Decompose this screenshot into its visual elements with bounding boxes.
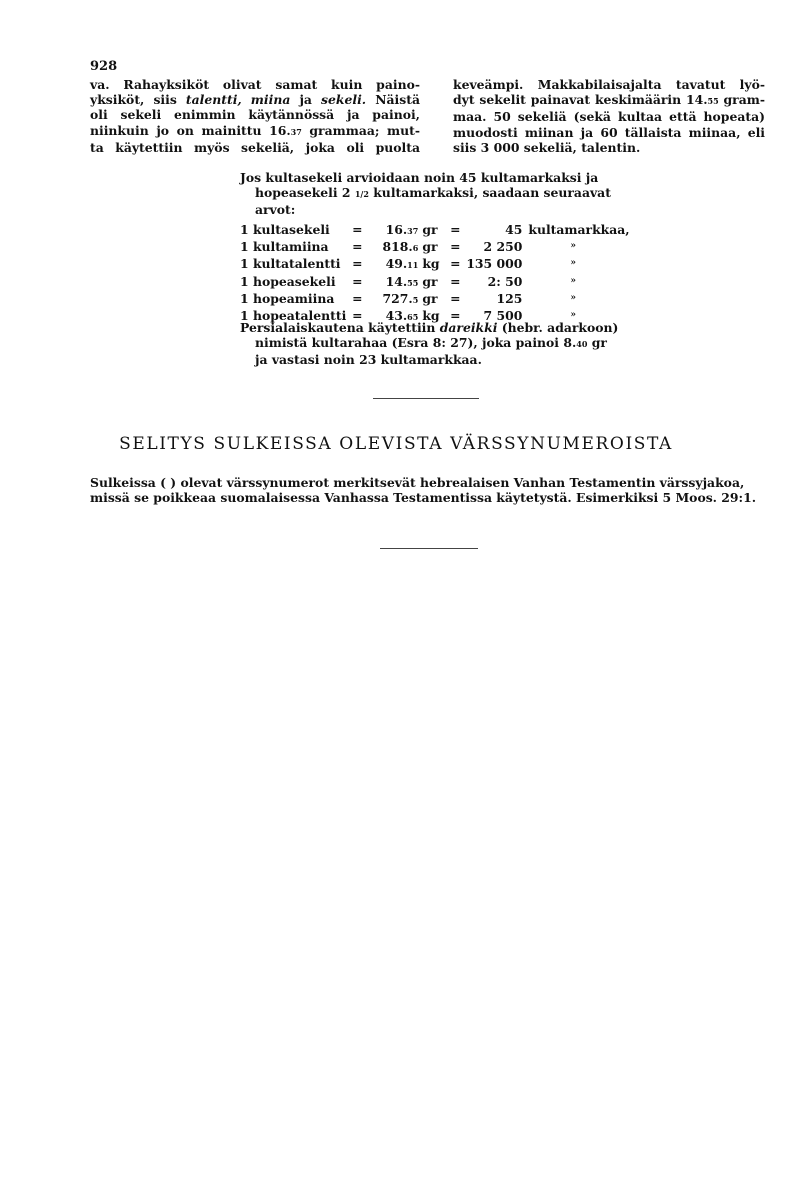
italic-term: talentti, miina — [185, 92, 291, 108]
text-line: Jos kultasekeli arvioidaan noin 45 kultamarkaksi ja — [240, 170, 599, 185]
weight-unit: gr — [422, 239, 438, 255]
text-line: maa. 50 sekeliä (sekä kultaa että hopeata) — [453, 109, 765, 125]
amount-value: 135 000 — [466, 256, 523, 272]
amount-value: 2 250 — [483, 239, 523, 255]
left-column-text — [90, 77, 420, 155]
text-line: muodosti miinan ja 60 tällaista miinaa, eli — [453, 124, 765, 140]
text-line: ja vastasi noin 23 kultamarkkaa. — [255, 352, 482, 368]
equals-sign: = — [450, 256, 461, 272]
weight-value: 49.11 — [385, 256, 419, 272]
weight-unit: kg — [422, 308, 440, 324]
item-name: 1 hopeatalentti — [240, 308, 347, 324]
divider — [380, 548, 478, 549]
divider — [373, 398, 479, 399]
weight-unit: gr — [422, 290, 438, 306]
amount-value: 45 — [505, 222, 523, 237]
table-row — [240, 291, 630, 308]
currency-label: » — [570, 275, 576, 286]
item-name: 1 hopeasekeli — [240, 273, 336, 289]
equals-sign: = — [352, 273, 363, 289]
text-line: hopeasekeli 2 1/2 kultamarkaksi, saadaan seuraavat — [255, 185, 611, 201]
text-line: siis 3 000 sekeliä, talentin. — [453, 139, 641, 155]
currency-label: » — [570, 310, 576, 321]
equals-sign: = — [352, 239, 363, 255]
amount-value: 2: 50 — [487, 273, 523, 289]
section-body — [90, 475, 757, 506]
conversion-table — [240, 222, 630, 325]
item-name: 1 kultamiina — [240, 239, 329, 255]
daric-paragraph — [240, 320, 620, 368]
equals-sign: = — [352, 256, 363, 272]
table-row — [240, 274, 630, 291]
amount-value: 7 500 — [483, 308, 523, 324]
equals-sign: = — [352, 308, 363, 324]
weight-value: 727.5 — [382, 290, 419, 306]
italic-term: dareikki — [439, 320, 498, 335]
text-line: keveämpi. Makkabilaisajalta tavatut lyö- — [453, 77, 765, 92]
weight-value: 818.6 — [382, 239, 419, 255]
weight-unit: gr — [422, 222, 438, 237]
equals-sign: = — [450, 273, 461, 289]
equals-sign: = — [450, 308, 461, 324]
text-line: dyt sekelit painavat keskimäärin 14.55 gram- — [453, 92, 765, 108]
text-line: va. Rahayksiköt olivat samat kuin paino- — [90, 77, 420, 92]
weight-unit: kg — [422, 256, 440, 272]
section-heading: SELITYS SULKEISSA OLEVISTA VÄRSSYNUMEROISTA — [119, 434, 673, 454]
right-column-text — [453, 77, 765, 155]
fraction: 1/2 — [354, 189, 369, 200]
item-name: 1 kultatalentti — [240, 256, 341, 272]
equals-sign: = — [450, 239, 461, 255]
amount-value: 125 — [496, 290, 523, 306]
page-number: 928 — [90, 59, 118, 74]
item-name: 1 hopeamiina — [240, 290, 335, 306]
text-line: niinkuin jo on mainittu 16.37 grammaa; mut- — [90, 122, 421, 138]
italic-term: sekeli. — [321, 92, 367, 108]
currency-label: » — [570, 292, 576, 303]
weight-value: 16.37 — [385, 222, 419, 237]
currency-label: » — [570, 241, 576, 252]
weight-value: 43.65 — [385, 308, 419, 324]
text-line: missä se poikkeaa suomalaisessa Vanhassa Testamentissa käytetystä. Esimerkiksi 5 Moos. 29:1. — [90, 490, 757, 506]
equals-sign: = — [352, 290, 363, 306]
text-line: Persialaiskautena käytettiin dareikki (hebr. adarkoon) — [240, 320, 619, 335]
weight-value: 14.55 — [385, 273, 419, 289]
text-line: oli sekeli enimmin käytännössä ja painoi, — [90, 107, 420, 123]
text-line: ta käytettiin myös sekeliä, joka oli puolta — [90, 139, 420, 155]
currency-label: » — [570, 258, 576, 269]
text-line: Sulkeissa ( ) olevat värssynumerot merkitsevät hebrealaisen Vanhan Testamentin värssyjakoa, — [90, 475, 745, 490]
valuation-intro — [240, 170, 620, 218]
table-row — [240, 222, 630, 239]
item-name: 1 kultasekeli — [240, 222, 330, 237]
table-row — [240, 256, 630, 273]
equals-sign: = — [352, 222, 363, 237]
equals-sign: = — [450, 222, 461, 237]
text-line: nimistä kultarahaa (Esra 8: 27), joka painoi 8.40 gr — [255, 335, 607, 351]
text-line: arvot: — [255, 202, 296, 218]
weight-unit: gr — [422, 273, 438, 289]
currency-label: kultamarkkaa, — [528, 222, 630, 237]
equals-sign: = — [450, 290, 461, 306]
table-row — [240, 239, 630, 256]
text-line: yksiköt, siis talentti, miina ja sekeli. Näistä — [90, 92, 420, 108]
